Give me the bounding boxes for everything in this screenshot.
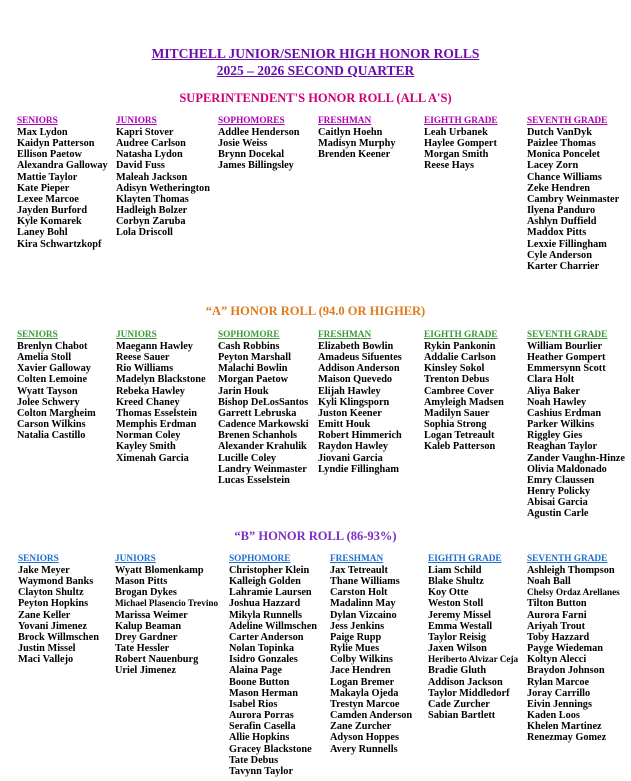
student-name: Marissa Weimer	[115, 609, 188, 621]
page-title-line1: MITCHELL JUNIOR/SENIOR HIGH HONOR ROLLS	[151, 46, 480, 61]
student-name: Maleah Jackson	[116, 171, 188, 183]
student-name: Lucas Esselstein	[218, 474, 290, 486]
column-header: SEVENTH GRADE	[527, 116, 608, 126]
column-header: JUNIORS	[116, 330, 157, 340]
honor-roll-column	[218, 330, 309, 486]
student-name: Maci Vallejo	[18, 654, 74, 666]
student-name: Paige Rupp	[330, 631, 382, 643]
student-name: Monica Poncelet	[527, 149, 600, 161]
student-name: Paizlee Thomas	[527, 138, 596, 150]
student-name: Ilyena Panduro	[527, 205, 596, 217]
student-name: Kyle Komarek	[17, 216, 82, 228]
student-name: Noah Hawley	[527, 396, 587, 408]
student-name: Cambry Weinmaster	[527, 193, 620, 205]
student-name: Kreed Chaney	[116, 396, 180, 408]
student-name: Bradie Gluth	[428, 665, 487, 677]
student-name: Logan Bremer	[330, 676, 395, 688]
student-name: Joshua Hazzard	[229, 598, 301, 610]
student-name: Natalia Castillo	[17, 430, 86, 442]
student-name: Logan Tetreault	[424, 430, 495, 442]
student-name: Henry Policky	[527, 486, 591, 498]
honor-roll-column	[218, 116, 300, 172]
student-name: Addison Anderson	[318, 363, 400, 375]
student-name: Uriel Jimenez	[115, 665, 176, 677]
student-name: Wyatt Blomenkamp	[115, 565, 204, 576]
student-name: Lacey Zorn	[527, 160, 579, 172]
student-name: Brock Willmschen	[18, 631, 99, 643]
student-name: Kate Pieper	[17, 182, 70, 194]
student-name: Camden Anderson	[330, 710, 413, 722]
student-name: Payge Wiedeman	[527, 643, 603, 655]
student-name: Thomas Esselstein	[116, 407, 197, 419]
student-name: Abisai Garcia	[527, 497, 588, 509]
student-name: Maegann Hawley	[116, 341, 193, 352]
student-name: Cash Robbins	[218, 341, 280, 352]
student-name: Ashlyn Duffield	[527, 216, 597, 228]
student-name: Landry Weinmaster	[218, 463, 307, 475]
student-name: Zeke Hendren	[527, 182, 591, 194]
honor-roll-column	[17, 330, 96, 441]
student-name: Alexander Krahulik	[218, 441, 307, 453]
student-name: Gracey Blackstone	[229, 743, 312, 755]
student-name: Jeremy Missel	[428, 609, 491, 621]
student-name: Blake Shultz	[428, 576, 484, 588]
student-name: Olivia Maldonado	[527, 463, 607, 475]
student-name: Bishop DeLosSantos	[218, 396, 309, 408]
student-name: Taylor Middledorf	[428, 687, 510, 699]
student-name: Isidro Gonzales	[229, 654, 298, 666]
student-name: Leah Urbanek	[424, 127, 488, 138]
student-name: Hadleigh Bolzer	[116, 205, 188, 217]
student-name: Karter Charrier	[527, 260, 600, 272]
student-name: Kaden Loos	[527, 710, 580, 722]
student-name: Klayten Thomas	[116, 193, 189, 205]
student-name: Brenden Keener	[318, 149, 391, 161]
student-name: Tavynn Taylor	[229, 765, 294, 777]
student-name: Aurora Farni	[527, 609, 587, 621]
student-name: Corbyn Zaruba	[116, 216, 186, 228]
student-name: Jaxen Wilson	[428, 643, 487, 655]
student-name: Ariyah Trout	[527, 620, 586, 632]
student-name: Kira Schwartzkopf	[17, 238, 102, 250]
student-name: Caitlyn Hoehn	[318, 127, 383, 138]
student-name: Kaidyn Patterson	[17, 138, 95, 150]
student-name: Koy Otte	[428, 587, 469, 599]
student-name: Christopher Klein	[229, 565, 310, 576]
student-name: Aliya Baker	[527, 385, 580, 397]
student-name: Maison Quevedo	[318, 374, 393, 386]
student-name: Mason Pitts	[115, 576, 168, 588]
honor-roll-column	[318, 330, 402, 475]
student-name: Thane Williams	[330, 576, 400, 588]
student-name: Jake Meyer	[18, 565, 70, 576]
student-name: William Bourlier	[527, 341, 603, 352]
student-name: Yovani Jimenez	[18, 620, 87, 632]
column-header: SEVENTH GRADE	[527, 554, 608, 564]
student-name: Haylee Gompert	[424, 138, 497, 150]
honor-roll-column	[318, 116, 396, 160]
student-name: Ashleigh Thompson	[527, 565, 615, 576]
honor-roll-column	[428, 554, 518, 721]
student-name: Natasha Lydon	[116, 149, 183, 161]
student-name: Robert Nauenburg	[115, 654, 199, 666]
student-name: Jace Hendren	[330, 665, 391, 677]
student-name: Jess Jenkins	[330, 620, 385, 632]
student-name: Wyatt Tayson	[17, 385, 78, 397]
student-name: Rio Williams	[116, 363, 174, 375]
student-name: Madelyn Blackstone	[116, 374, 206, 386]
student-name: Peyton Marshall	[218, 352, 291, 364]
student-name: Colton Margheim	[17, 407, 96, 419]
column-header: FRESHMAN	[330, 554, 384, 564]
student-name: Peyton Hopkins	[18, 598, 89, 610]
student-name: Zane Keller	[18, 609, 71, 621]
student-name: Zander Vaughn-Hinze	[527, 452, 625, 464]
student-name: Dutch VanDyk	[527, 127, 592, 138]
student-name: Addlee Henderson	[218, 127, 300, 138]
student-name: Elijah Hawley	[318, 385, 381, 397]
student-name: Kinsley Sokol	[424, 363, 485, 375]
student-name: Reaghan Taylor	[527, 441, 598, 453]
student-name: Carson Wilkins	[17, 419, 86, 431]
student-name: Brogan Dykes	[115, 587, 177, 599]
student-name: Kapri Stover	[116, 127, 174, 138]
student-name: Mason Herman	[229, 687, 298, 699]
student-name: Amelia Stoll	[17, 352, 72, 364]
honor-roll-column	[116, 330, 206, 464]
student-name: Amadeus Sifuentes	[318, 352, 402, 364]
student-name: Alexandra Galloway	[17, 160, 108, 172]
student-name: Max Lydon	[17, 127, 68, 138]
student-name: Heather Gompert	[527, 352, 606, 364]
student-name: Heriberto Alvizar Ceja	[428, 654, 519, 665]
student-name: Kaleb Patterson	[424, 441, 496, 453]
student-name: Adyson Hoppes	[330, 732, 399, 744]
student-name: Clara Holt	[527, 374, 575, 386]
student-name: Mikyla Runnells	[229, 609, 302, 621]
student-name: Lola Driscoll	[116, 227, 173, 239]
student-name: Noah Ball	[527, 576, 571, 588]
student-name: Norman Coley	[116, 430, 181, 442]
student-name: Agustin Carle	[527, 508, 589, 520]
student-name: Rylan Marcoe	[527, 676, 590, 688]
student-name: Lexee Marcoe	[17, 193, 79, 205]
student-name: Morgan Paetow	[218, 374, 289, 386]
student-name: Jolee Schwery	[17, 396, 80, 408]
student-name: Joray Carrillo	[527, 687, 591, 699]
student-name: Maddox Pitts	[527, 227, 587, 239]
student-name: Xavier Galloway	[17, 363, 91, 375]
student-name: Weston Stoll	[428, 598, 484, 610]
student-name: Toby Hazzard	[527, 631, 590, 643]
student-name: Koltyn Alecci	[527, 654, 587, 666]
student-name: Jarin Houk	[218, 385, 269, 397]
b-honor-roll-title: “B” HONOR ROLL (86-93%)	[234, 529, 397, 543]
student-name: Colby Wilkins	[330, 654, 393, 666]
column-header: SENIORS	[18, 554, 59, 564]
student-name: Alaina Page	[229, 665, 282, 677]
student-name: Nolan Topinka	[229, 643, 294, 655]
student-name: Raydon Hawley	[318, 441, 389, 453]
student-name: Rebeka Hawley	[116, 385, 185, 397]
column-header: EIGHTH GRADE	[424, 116, 498, 126]
student-name: Carston Holt	[330, 587, 388, 599]
student-name: Ellison Paetow	[17, 149, 82, 161]
student-name: Sabian Bartlett	[428, 710, 496, 722]
student-name: Colten Lemoine	[17, 374, 88, 386]
student-name: Audree Carlson	[116, 138, 186, 150]
student-name: Jax Tetreault	[330, 565, 388, 576]
honor-roll-column	[330, 554, 412, 755]
honor-roll-column	[424, 330, 504, 453]
column-header: SOPHOMORES	[218, 116, 285, 126]
student-name: Emmersynn Scott	[527, 363, 606, 375]
student-name: Kyli Klingsporn	[318, 396, 390, 408]
student-name: Brenlyn Chabot	[17, 341, 88, 352]
honor-roll-column	[527, 330, 625, 520]
student-name: Dylan Vizcaino	[330, 609, 397, 621]
student-name: Rykin Pankonin	[424, 341, 496, 352]
honor-roll-column	[424, 116, 498, 172]
student-name: Reese Sauer	[116, 352, 170, 364]
student-name: Sophia Strong	[424, 419, 487, 431]
student-name: Adeline Willmschen	[229, 620, 318, 632]
student-name: Michael Plasencio Trevino	[115, 598, 219, 609]
honor-roll-column	[18, 554, 99, 665]
column-header: SENIORS	[17, 116, 58, 126]
student-name: Cade Zurcher	[428, 698, 490, 710]
student-name: Addison Jackson	[428, 676, 503, 688]
student-name: Jayden Burford	[17, 205, 88, 217]
student-name: Madilyn Sauer	[424, 407, 490, 419]
student-name: Josie Weiss	[218, 138, 268, 150]
superintendent-honor-roll-title: SUPERINTENDENT'S HONOR ROLL (ALL A'S)	[179, 91, 452, 105]
student-name: Tate Debus	[229, 754, 279, 766]
student-name: Madisyn Murphy	[318, 138, 396, 150]
column-header: EIGHTH GRADE	[428, 554, 502, 564]
student-name: Makayla Ojeda	[330, 687, 399, 699]
student-name: Khelen Martinez	[527, 721, 602, 733]
student-name: Chelsy Ordaz Arellanes	[527, 587, 620, 598]
student-name: Madalinn May	[330, 598, 396, 610]
student-name: Cambree Cover	[424, 385, 494, 397]
student-name: Emma Westall	[428, 620, 493, 632]
student-name: Lucille Coley	[218, 452, 277, 464]
honor-roll-column	[527, 554, 620, 744]
student-name: Serafin Casella	[229, 721, 296, 733]
student-name: Malachi Bowlin	[218, 363, 288, 375]
student-name: Laney Bohl	[17, 227, 68, 239]
student-name: Emry Claussen	[527, 474, 595, 486]
page-title-line2: 2025 – 2026 SECOND QUARTER	[216, 63, 415, 78]
student-name: Tilton Button	[527, 598, 587, 610]
column-header: SOPHOMORE	[229, 554, 291, 564]
honor-roll-column	[229, 554, 317, 777]
student-name: Liam Schild	[428, 565, 482, 576]
student-name: Jiovani Garcia	[318, 452, 383, 464]
student-name: Memphis Erdman	[116, 419, 197, 431]
student-name: Kalup Beaman	[115, 620, 182, 632]
student-name: Parker Wilkins	[527, 419, 595, 431]
student-name: Isabel Rios	[229, 698, 278, 710]
student-name: Drey Gardner	[115, 631, 178, 643]
student-name: Kayley Smith	[116, 441, 176, 453]
column-header: JUNIORS	[115, 554, 156, 564]
student-name: Cyle Anderson	[527, 249, 592, 261]
student-name: Lahramie Laursen	[229, 587, 312, 599]
student-name: Chance Williams	[527, 171, 602, 183]
honor-roll-column	[115, 554, 218, 677]
column-header: SEVENTH GRADE	[527, 330, 608, 340]
student-name: Zane Zurcher	[330, 721, 392, 733]
student-name: Trenton Debus	[424, 374, 490, 386]
student-name: Cadence Markowski	[218, 419, 309, 431]
student-name: Reese Hays	[424, 160, 475, 172]
student-name: Kalleigh Golden	[229, 576, 301, 588]
student-name: David Fuss	[116, 160, 165, 172]
student-name: Lyndie Fillingham	[318, 463, 399, 475]
student-name: Addalie Carlson	[424, 352, 496, 364]
student-name: Mattie Taylor	[17, 171, 78, 183]
student-name: Lexxie Fillingham	[527, 238, 607, 250]
student-name: Eivin Jennings	[527, 698, 592, 710]
student-name: Riggley Gies	[527, 430, 583, 442]
student-name: Adisyn Wetherington	[116, 182, 210, 194]
student-name: Robert Himmerich	[318, 430, 402, 442]
student-name: Trestyn Marcoe	[330, 698, 400, 710]
student-name: Ximenah Garcia	[116, 452, 189, 464]
student-name: Tate Hessler	[115, 643, 170, 655]
student-name: James Billingsley	[218, 160, 294, 172]
student-name: Clayton Shultz	[18, 587, 84, 599]
honor-roll-column	[17, 116, 108, 250]
honor-roll-column	[527, 116, 619, 272]
column-header: FRESHMAN	[318, 116, 372, 126]
column-header: SENIORS	[17, 330, 58, 340]
student-name: Cashius Erdman	[527, 407, 602, 419]
student-name: Emitt Houk	[318, 419, 371, 431]
a-honor-roll-title: “A” HONOR ROLL (94.0 OR HIGHER)	[205, 304, 426, 318]
student-name: Justin Missel	[18, 643, 76, 655]
student-name: Brenen Schanhols	[218, 430, 298, 442]
student-name: Rylie Mues	[330, 643, 380, 655]
column-header: JUNIORS	[116, 116, 157, 126]
honor-roll-column	[116, 116, 210, 239]
student-name: Amyleigh Madsen	[424, 396, 504, 408]
column-header: EIGHTH GRADE	[424, 330, 498, 340]
student-name: Garrett Lebruska	[218, 407, 297, 419]
student-name: Brynn Docekal	[218, 149, 285, 161]
student-name: Avery Runnells	[330, 743, 398, 755]
student-name: Allie Hopkins	[229, 732, 290, 744]
student-name: Morgan Smith	[424, 149, 489, 161]
column-header: FRESHMAN	[318, 330, 372, 340]
student-name: Carter Anderson	[229, 631, 304, 643]
student-name: Elizabeth Bowlin	[318, 341, 394, 352]
student-name: Juston Keener	[318, 407, 382, 419]
student-name: Aurora Porras	[229, 710, 294, 722]
student-name: Waymond Banks	[18, 576, 94, 588]
student-name: Boone Button	[229, 676, 290, 688]
student-name: Renezmay Gomez	[527, 732, 607, 744]
column-header: SOPHOMORE	[218, 330, 280, 340]
student-name: Braydon Johnson	[527, 665, 605, 677]
student-name: Taylor Reisig	[428, 631, 487, 643]
